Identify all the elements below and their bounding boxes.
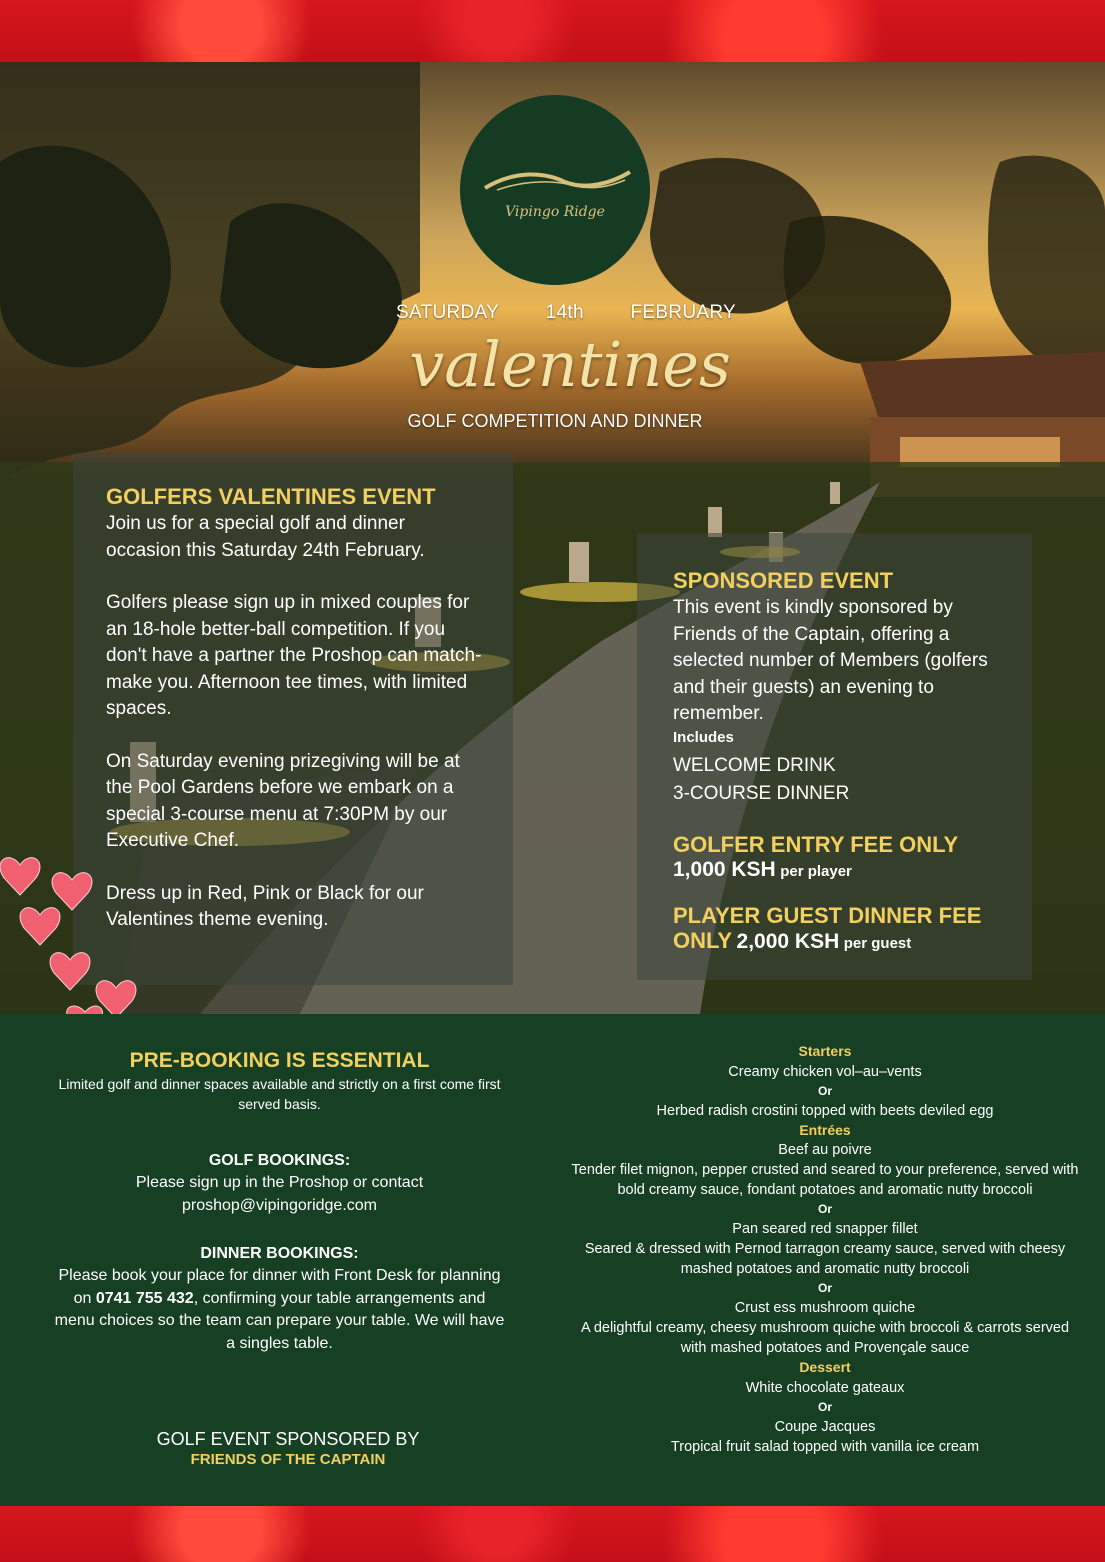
prebooking-title: PRE-BOOKING IS ESSENTIAL bbox=[129, 1049, 430, 1072]
event-paragraph: Golfers please sign up in mixed couples for an 18-hole better-ball competition. If you don't have a partner the Proshop can match-make you. Afternoon tee times, with limited spaces. bbox=[106, 592, 482, 719]
date-number: 14th bbox=[545, 302, 584, 323]
booking-and-menu-section bbox=[0, 1014, 1105, 1506]
dinner-menu bbox=[570, 1042, 1080, 1457]
hearts-decoration-icon bbox=[0, 850, 140, 1020]
menu-or: Or bbox=[817, 1202, 832, 1216]
menu-item-description: A delightful creamy, cheesy mushroom quiche with broccoli & carrots served with mashed potatoes and Provençale sauce bbox=[580, 1320, 1070, 1356]
menu-starters-heading: Starters bbox=[798, 1043, 852, 1059]
menu-item: White chocolate gateaux bbox=[745, 1379, 905, 1396]
vipingo-ridge-logo bbox=[460, 95, 650, 285]
sponsor-line: GOLF EVENT SPONSORED BY bbox=[156, 1429, 420, 1449]
valentines-title: valentines bbox=[409, 328, 731, 401]
event-paragraph: Dress up in Red, Pink or Black for our Valentines theme evening. bbox=[106, 882, 424, 930]
include-dinner: 3-COURSE DINNER bbox=[673, 782, 850, 804]
golfer-fee-value: 1,000 KSH bbox=[673, 857, 776, 881]
logo-swoosh-icon bbox=[475, 160, 635, 200]
menu-item: Pan seared red snapper fillet bbox=[732, 1221, 918, 1237]
event-date bbox=[396, 302, 736, 324]
menu-item: Herbed radish crostini topped with beets deviled egg bbox=[656, 1102, 994, 1119]
dinner-bookings-heading: DINNER BOOKINGS: bbox=[200, 1245, 359, 1262]
sponsored-event-title: SPONSORED EVENT bbox=[673, 568, 894, 593]
menu-item-description: Tropical fruit salad topped with vanilla ice cream bbox=[670, 1438, 980, 1455]
menu-or: Or bbox=[817, 1399, 832, 1414]
includes-label: Includes bbox=[673, 728, 734, 746]
golfer-fee bbox=[673, 832, 1012, 882]
logo-text: Vipingo Ridge bbox=[505, 204, 605, 220]
menu-or: Or bbox=[817, 1281, 832, 1295]
dinner-phone[interactable]: 0741 755 432 bbox=[95, 1289, 194, 1307]
date-day: SATURDAY bbox=[396, 302, 500, 323]
guest-fee-only: ONLY bbox=[673, 927, 733, 953]
dinner-text-pre: Please book your place for dinner with Front Desk for planning on bbox=[58, 1267, 501, 1307]
event-subtitle: GOLF COMPETITION AND DINNER bbox=[407, 411, 703, 431]
guest-fee bbox=[673, 903, 1012, 954]
guest-fee-unit: per guest bbox=[843, 934, 912, 952]
golfer-fee-heading: GOLFER ENTRY FEE ONLY bbox=[673, 831, 959, 857]
booking-info bbox=[52, 1048, 507, 1355]
event-paragraph: On Saturday evening prizegiving will be at the Pool Gardens before we embark on a special 3-course menu at 7:30PM by our Executive Chef. bbox=[106, 750, 460, 851]
sponsored-event-panel bbox=[637, 533, 1032, 980]
menu-entrees-heading: Entrées bbox=[799, 1121, 851, 1138]
menu-item: Creamy chicken vol–au–vents bbox=[728, 1063, 922, 1080]
top-red-band bbox=[0, 0, 1105, 62]
sponsor-name: FRIENDS OF THE CAPTAIN bbox=[190, 1451, 386, 1468]
menu-item: Coupe Jacques bbox=[774, 1418, 876, 1435]
golf-bookings-email[interactable]: proshop@vipingoridge.com bbox=[181, 1196, 377, 1214]
include-welcome-drink: WELCOME DRINK bbox=[673, 754, 836, 776]
sponsored-body: This event is kindly sponsored by Friends of the Captain, offering a selected number of Members (golfers and their guests) an evening to remember. bbox=[673, 597, 988, 724]
menu-item-description: Seared & dressed with Pernod tarragon creamy sauce, served with cheesy mashed potatoes and aromatic nutty broccoli bbox=[584, 1241, 1066, 1277]
golfer-fee-unit: per player bbox=[780, 862, 852, 880]
menu-item: Crust ess mushroom quiche bbox=[734, 1300, 916, 1316]
menu-dessert-heading: Dessert bbox=[799, 1359, 851, 1375]
menu-item: Beef au poivre bbox=[778, 1142, 872, 1158]
prebooking-note: Limited golf and dinner spaces available and strictly on a first come first served basis. bbox=[58, 1076, 501, 1112]
golfers-event-title: GOLFERS VALENTINES EVENT bbox=[106, 484, 436, 509]
date-month: FEBRUARY bbox=[630, 302, 736, 323]
bottom-red-band bbox=[0, 1506, 1105, 1562]
dinner-text-post: , confirming your table arrangements and menu choices so the team can prepare your table. We will have a singles table. bbox=[54, 1289, 505, 1352]
event-paragraph: Join us for a special golf and dinner occasion this Saturday 24th February. bbox=[106, 513, 425, 561]
menu-or: Or bbox=[817, 1083, 832, 1098]
guest-fee-heading: PLAYER GUEST DINNER FEE bbox=[673, 902, 982, 928]
golf-bookings-heading: GOLF BOOKINGS: bbox=[208, 1152, 351, 1169]
guest-fee-value: 2,000 KSH bbox=[736, 929, 840, 953]
golf-bookings-text: Please sign up in the Proshop or contact bbox=[135, 1174, 424, 1191]
menu-item-description: Tender filet mignon, pepper crusted and seared to your preference, served with bold creamy sauce, fondant potatoes and aromatic nutty broccoli bbox=[571, 1162, 1079, 1198]
dinner-bookings-text bbox=[52, 1265, 507, 1355]
